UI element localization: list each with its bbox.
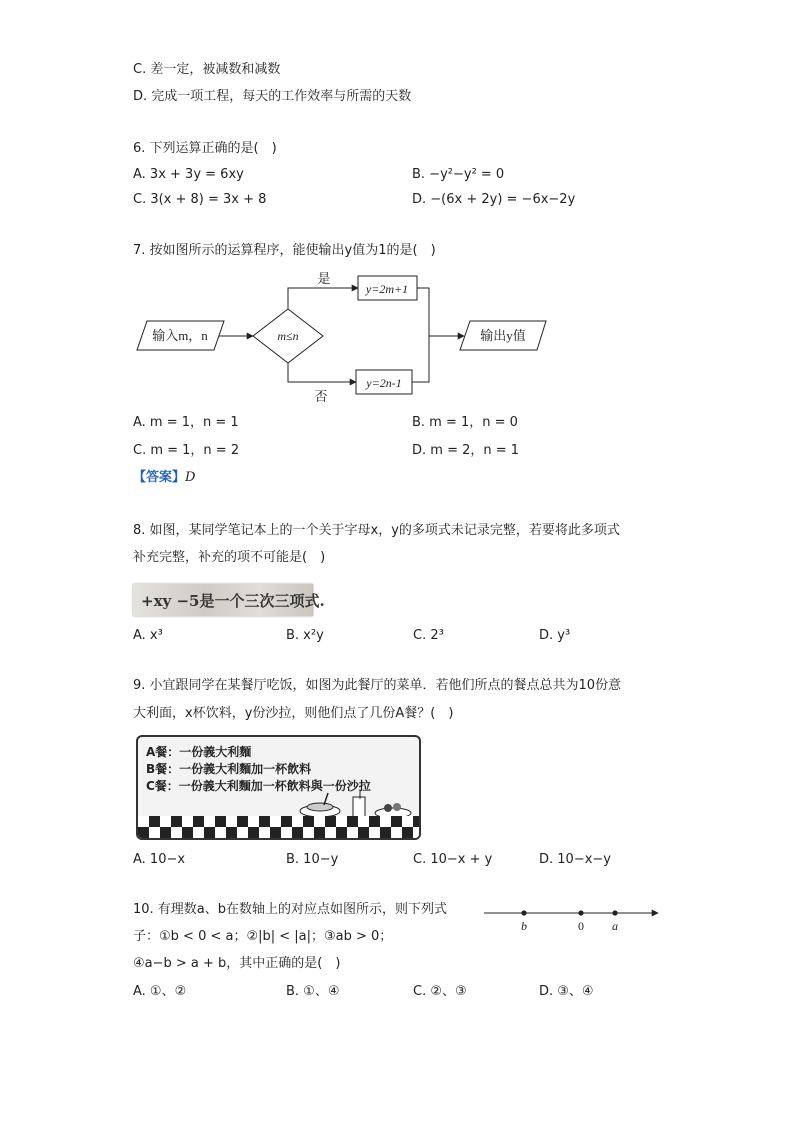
- q8-option-d: D. y³: [539, 628, 571, 643]
- q10-option-a: A. ①、②: [133, 984, 187, 999]
- q10-stem-line2: 子：①b < 0 < a；②|b| < |a|；③ab > 0；: [133, 929, 393, 944]
- flow-yes-label: 是: [317, 271, 331, 286]
- menu-line-a: A餐：一份義大利麵: [146, 745, 252, 759]
- q7-answer: [133, 469, 195, 487]
- q10-stem-line1: 10. 有理数a、b在数轴上的对应点如图所示，则下列式: [133, 902, 448, 917]
- menu-line-c: C餐：一份義大利麵加一杯飲料與一份沙拉: [146, 779, 371, 793]
- flow-input-label: 输入m，n: [152, 328, 208, 343]
- label-a: a: [612, 919, 618, 933]
- q7-option-c: C. m = 1，n = 2: [133, 443, 240, 458]
- point-a: [612, 910, 617, 915]
- flow-box-yes-label: y=2m+1: [365, 282, 409, 296]
- q9-stem-line2: 大利面，x杯饮料，y份沙拉，则他们点了几份A餐？( ): [133, 706, 454, 721]
- answer-label: 【答案】: [133, 470, 186, 485]
- q8-stem-line1: 8. 如图，某同学笔记本上的一个关于字母x，y的多项式未记录完整，若要将此多项式: [133, 523, 620, 538]
- q5-option-d: D. 完成一项工程，每天的工作效率与所需的天数: [133, 89, 412, 104]
- q9-option-a: A. 10−x: [133, 852, 186, 867]
- q8-option-b: B. x²y: [286, 628, 324, 643]
- flow-output-label: 输出y值: [480, 328, 526, 343]
- q10-stem-line3: ④a−b > a + b，其中正确的是( ): [133, 956, 341, 971]
- q8-stem-line2: 补充完整，补充的项不可能是( ): [133, 550, 326, 565]
- q6-option-a: A. 3x + 3y = 6xy: [133, 167, 244, 182]
- q8-option-a: A. x³: [133, 628, 163, 643]
- label-b: b: [521, 919, 527, 933]
- q9-stem-line1: 9. 小宜跟同学在某餐厅吃饭，如图为此餐厅的菜单．若他们所点的餐点总共为10份意: [133, 678, 622, 693]
- q8-notebook-image: [133, 584, 325, 616]
- flow-no-label: 否: [314, 389, 328, 404]
- q7-option-b: B. m = 1，n = 0: [412, 415, 518, 430]
- answer-value: D: [185, 470, 196, 485]
- flow-decision-label: m≤n: [277, 329, 299, 343]
- q10-option-d: D. ③、④: [539, 984, 594, 999]
- q9-option-d: D. 10−x−y: [539, 852, 611, 867]
- q7-option-d: D. m = 2，n = 1: [412, 443, 520, 458]
- point-b: [521, 910, 526, 915]
- q10-option-c: C. ②、③: [413, 984, 467, 999]
- q10-option-b: B. ①、④: [286, 984, 340, 999]
- point-zero: [578, 910, 583, 915]
- q8-notebook-text: +xy −5是一个三次三项式.: [141, 592, 325, 610]
- q6-option-b: B. −y²−y² = 0: [412, 167, 505, 182]
- q6-stem: 6. 下列运算正确的是( ): [133, 141, 277, 156]
- q9-option-b: B. 10−y: [286, 852, 339, 867]
- q7-stem: 7. 按如图所示的运算程序，能使输出y值为1的是( ): [133, 243, 436, 258]
- label-zero: 0: [578, 919, 584, 933]
- q10-number-line: [484, 910, 658, 933]
- q9-option-c: C. 10−x + y: [413, 852, 493, 867]
- q8-option-c: C. 2³: [413, 628, 444, 643]
- q5-option-c: C. 差一定，被减数和减数: [133, 62, 281, 77]
- checker-border: [138, 816, 419, 838]
- q7-option-a: A. m = 1，n = 1: [133, 415, 239, 430]
- q6-option-d: D. −(6x + 2y) = −6x−2y: [412, 192, 576, 207]
- flow-box-no-label: y=2n-1: [366, 376, 402, 390]
- q9-menu-image: [136, 735, 421, 840]
- menu-line-b: B餐：一份義大利麵加一杯飲料: [146, 762, 312, 776]
- food-illustration: [298, 791, 418, 819]
- q6-option-c: C. 3(x + 8) = 3x + 8: [133, 192, 267, 207]
